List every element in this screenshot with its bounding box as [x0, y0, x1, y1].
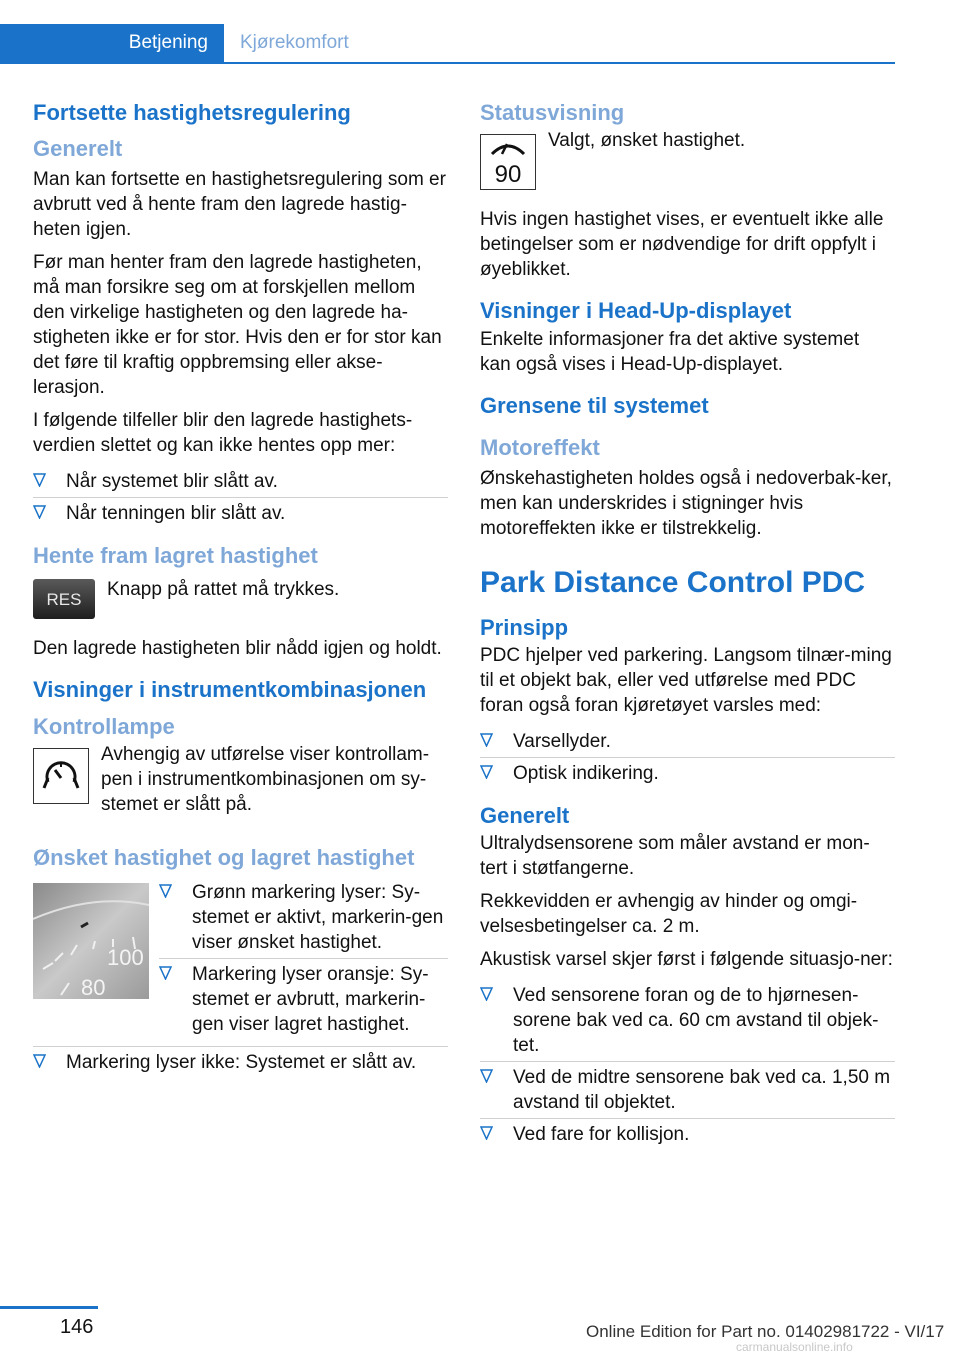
kontrollampe-text: Avhengig av utførelse viser kontrollam‐pen i instrumentkombinasjonen om sy‐stemet er slått på.: [101, 743, 430, 815]
triangle-bullet-icon: [33, 1054, 46, 1068]
heading-motoreffekt: Motoreffekt: [480, 435, 600, 461]
heading-kontrollampe: Kontrollampe: [33, 713, 175, 739]
paragraph: Rekkevidden er avhengig av hinder og omgi‐velsesbetingelser ca. 2 m.: [480, 891, 858, 938]
triangle-bullet-icon: [480, 987, 493, 1001]
svg-text:100: 100: [107, 945, 144, 971]
heading-generelt-pdc: Generelt: [480, 802, 570, 828]
edition-text: Online Edition for Part no. 01402981722 - VI/17: [586, 1322, 945, 1341]
heading-visninger: Visninger i instrumentkombinasjonen: [33, 677, 427, 703]
page-number: 146: [60, 1316, 94, 1338]
triangle-bullet-icon: [159, 966, 172, 980]
paragraph: Før man henter fram den lagrede hastigheten, må man forsikre seg om at forskjellen mellom den virkelige hastigheten og den lagrede ha‐stigheten ikke er for stor. Hvis den er for stor kan det føre til kraftig oppbremsing eller akse‐lerasjon.: [33, 251, 442, 398]
svg-text:RES: RES: [46, 590, 82, 610]
triangle-bullet-icon: [480, 1126, 493, 1140]
list-item: Når tenningen blir slått av.: [33, 497, 448, 529]
status-row: [480, 130, 895, 195]
triangle-bullet-icon: [480, 765, 493, 779]
bullet-list: [159, 877, 448, 1040]
svg-text:90: 90: [494, 161, 522, 189]
tab-kjorekomfort[interactable]: Kjørekomfort: [240, 32, 349, 53]
heading-grensene: Grensene til systemet: [480, 392, 709, 418]
bullet-list: [480, 980, 895, 1150]
paragraph: Akustisk varsel skjer først i følgende situasjo‐ner:: [480, 949, 893, 971]
heading-pdc: Park Distance Control PDC: [480, 565, 866, 599]
heading-statusvisning: Statusvisning: [480, 100, 625, 125]
triangle-bullet-icon: [33, 473, 46, 487]
heading-hud: Visninger i Head-Up-displayet: [480, 298, 792, 324]
status-text: Valgt, ønsket hastighet.: [548, 130, 746, 152]
left-column: [33, 100, 448, 1084]
header-tabbar: [0, 24, 895, 64]
triangle-bullet-icon: [159, 884, 172, 898]
footer-accent-line: [0, 1306, 98, 1309]
list-item: Ved de midtre sensorene bak ved ca. 1,50 m avstand til objektet.: [480, 1061, 895, 1118]
list-item: Ved sensorene foran og de to hjørnesen‐sorene bak ved ca. 60 cm avstand til objek‐tet.: [480, 980, 895, 1061]
speedometer-gauge-icon: [33, 883, 149, 1004]
gauge-row: [33, 883, 448, 1046]
res-text: Knapp på rattet må trykkes.: [107, 579, 340, 601]
list-item: Markering lyser ikke: Systemet er slått av.: [33, 1047, 448, 1078]
paragraph: PDC hjelper ved parkering. Langsom tilnær‐ming til et objekt bak, eller ved utførelse med PDC foran også foran kjøretøyet varsles med:: [480, 644, 892, 716]
list-item: Grønn markering lyser: Sy‐stemet er aktivt, markerin‐gen viser ønsket hastighet.: [159, 877, 448, 958]
heading-fortsette: Fortsette hastighetsregulering: [33, 100, 351, 125]
watermark: carmanualsonline.info: [736, 1340, 853, 1354]
paragraph: I følgende tilfeller blir den lagrede hastighets‐verdien slettet og kan ikke hentes opp mer:: [33, 409, 413, 456]
res-row: [33, 579, 448, 624]
speed-status-icon: [480, 134, 536, 195]
bullet-list: [33, 466, 448, 529]
cruise-control-lamp-icon: [33, 748, 89, 809]
list-item: Ved fare for kollisjon.: [480, 1118, 895, 1150]
heading-prinsipp: Prinsipp: [480, 614, 569, 640]
triangle-bullet-icon: [33, 505, 46, 519]
res-button-icon: [33, 579, 95, 624]
tab-betjening-label: Betjening: [128, 32, 208, 53]
triangle-bullet-icon: [480, 1069, 493, 1083]
list-item: Når systemet blir slått av.: [33, 466, 448, 497]
bullet-list: [480, 726, 895, 789]
list-item: Optisk indikering.: [480, 757, 895, 789]
paragraph: Enkelte informasjoner fra det aktive systemet kan også vises i Head-Up-displayet.: [480, 328, 860, 375]
heading-hente: Hente fram lagret hastighet: [33, 542, 318, 568]
list-item: Markering lyser oransje: Sy‐stemet er avbrutt, markerin‐gen viser lagret hastighet.: [159, 958, 448, 1040]
kontrollampe-row: [33, 743, 448, 817]
paragraph: Den lagrede hastigheten blir nådd igjen og holdt.: [33, 638, 442, 660]
tab-betjening[interactable]: [0, 24, 224, 62]
heading-onsket: Ønsket hastighet og lagret hastighet: [33, 844, 415, 870]
paragraph: Ultralydsensorene som måler avstand er mon‐tert i støtfangerne.: [480, 833, 870, 880]
svg-text:80: 80: [81, 975, 106, 1000]
bullet-list: [33, 1046, 448, 1078]
paragraph: Hvis ingen hastighet vises, er eventuelt ikke alle betingelser som er nødvendige for drift oppfylt i øyeblikket.: [480, 209, 884, 281]
triangle-bullet-icon: [480, 733, 493, 747]
paragraph: Man kan fortsette en hastighetsregulering som er avbrutt ved å hente fram den lagrede hastig‐heten igjen.: [33, 168, 446, 240]
right-column: [480, 100, 895, 1156]
heading-generelt: Generelt: [33, 136, 123, 162]
paragraph: Ønskehastigheten holdes også i nedoverbak‐ker, men kan underskrides i stigninger hvis motoreffekten ikke er tilstrekkelig.: [480, 467, 892, 539]
list-item: Varsellyder.: [480, 726, 895, 757]
